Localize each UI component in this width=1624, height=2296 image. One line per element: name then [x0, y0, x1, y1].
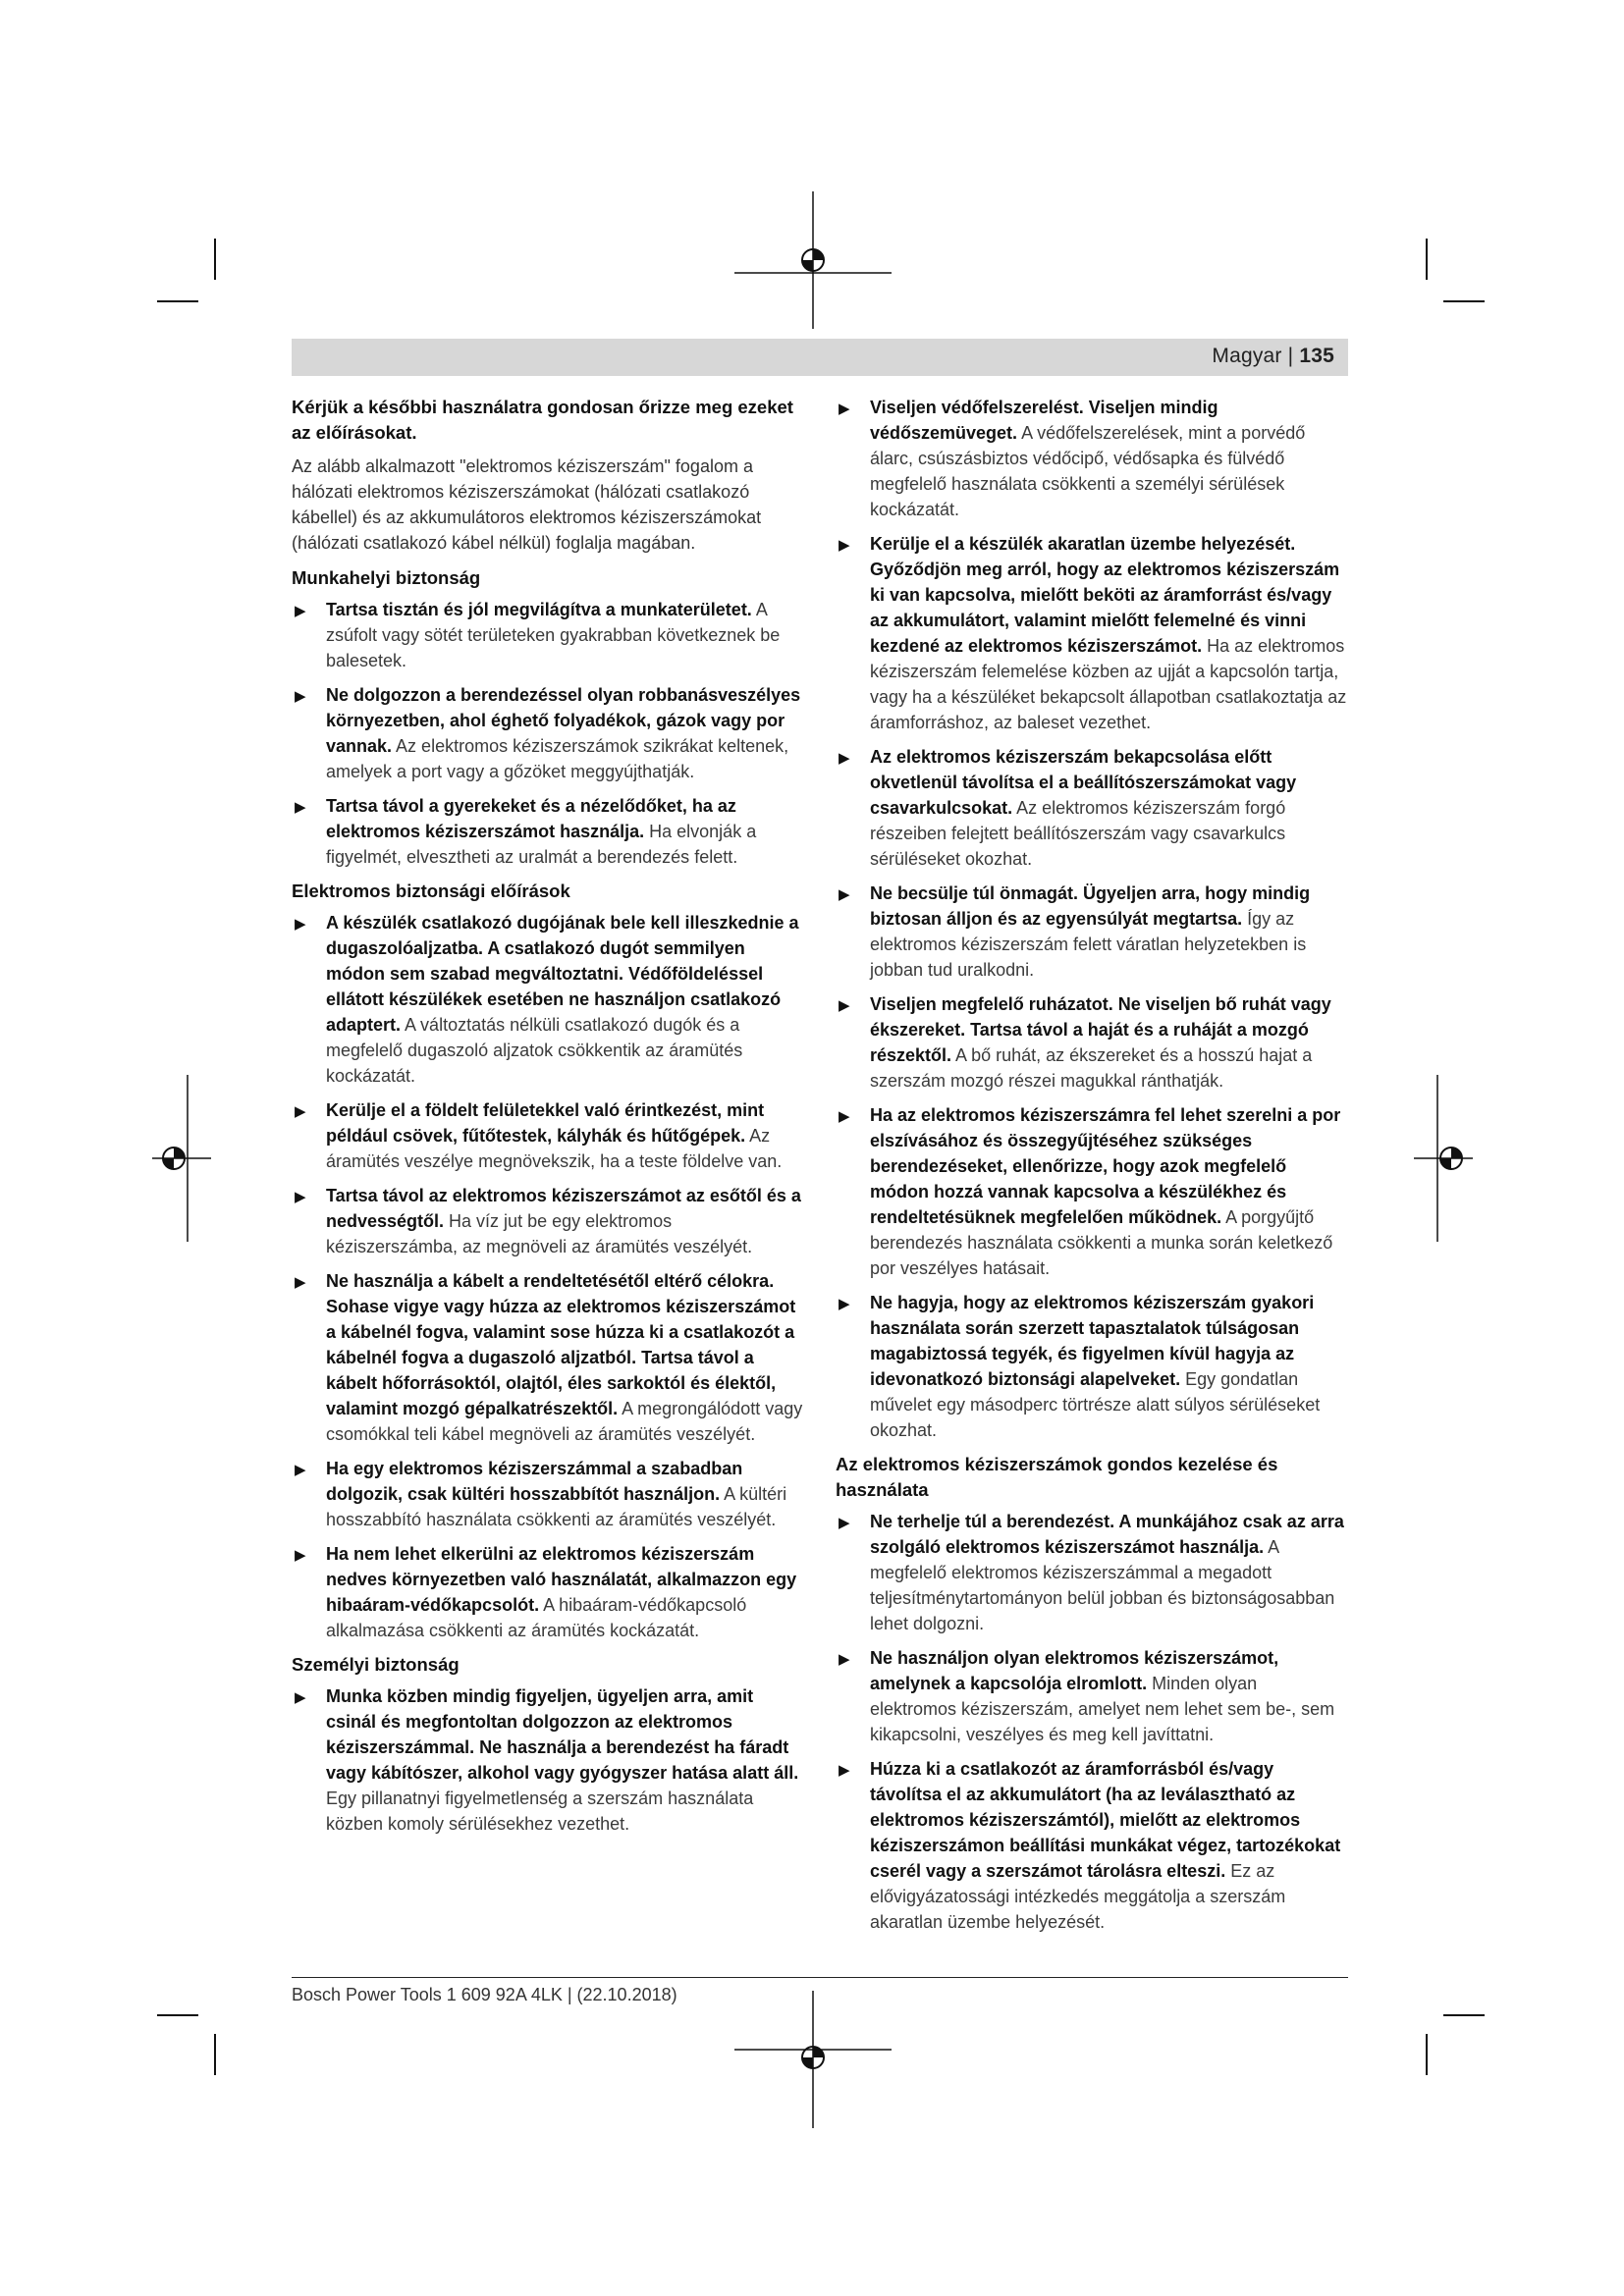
- item-bold-text: Ha nem lehet elkerülni az elektromos kéziszerszám nedves környezetben való használatát, alkalmazzon egy hibaáram-védőkapcsolót.: [326, 1544, 797, 1615]
- item-text: A kültéri hosszabbító használata csökkenti az áramütés veszélyét.: [326, 1484, 787, 1529]
- triangle-bullet-icon: ▶: [839, 886, 850, 903]
- item-text: A változtatás nélküli csatlakozó dugók és a megfelelő dugaszoló aljzatok csökkentik az áramütés kockázatát.: [326, 1015, 743, 1086]
- triangle-bullet-icon: ▶: [839, 750, 850, 767]
- footer-rule: [292, 1977, 1348, 1978]
- language-label: Magyar |: [1212, 345, 1300, 367]
- item-text: A zsúfolt vagy sötét területeken gyakrabban következnek be balesetek.: [326, 600, 781, 670]
- triangle-bullet-icon: ▶: [839, 1651, 850, 1668]
- intro-bold: Kérjük a későbbi használatra gondosan őrizze meg ezeket az előírásokat.: [292, 397, 793, 443]
- item-text: A megfelelő elektromos kéziszerszámmal a megadott teljesítménytartományon belül jobban és biztonságosabban lehet dolgozni.: [870, 1537, 1335, 1633]
- item-text: Az elektromos kéziszerszámok szikrákat keltenek, amelyek a port vagy a gőzöket meggyújthatják.: [326, 736, 789, 781]
- item-text: Minden olyan elektromos kéziszerszám, amelyet nem lehet sem be-, sem kikapcsolni, veszélyes és meg kell javíttatni.: [870, 1674, 1335, 1744]
- item-text: Ha víz jut be egy elektromos kéziszerszámba, az megnöveli az áramütés veszélyét.: [326, 1211, 753, 1256]
- crop-mark: [214, 239, 216, 280]
- item-bold-text: Tartsa távol az elektromos kéziszerszámot az esőtől és a nedvességtől.: [326, 1186, 801, 1231]
- page-number: 135: [1299, 345, 1334, 367]
- item-text: Egy gondatlan művelet egy másodperc törtrésze alatt súlyos sérüléseket okozhat.: [870, 1369, 1321, 1440]
- item-text: A megrongálódott vagy csomókkal teli kábel megnöveli az áramütés veszélyét.: [326, 1399, 803, 1444]
- registration-mark-icon: [1414, 1075, 1473, 1242]
- triangle-bullet-icon: ▶: [839, 1108, 850, 1125]
- triangle-bullet-icon: ▶: [295, 799, 306, 816]
- registration-mark-icon: [734, 191, 892, 329]
- item-text: A hibaáram-védőkapcsoló alkalmazása csökkenti az áramütés kockázatát.: [326, 1595, 747, 1640]
- list-item: [836, 1756, 1348, 1935]
- triangle-bullet-icon: ▶: [295, 1274, 306, 1291]
- triangle-bullet-icon: ▶: [839, 537, 850, 554]
- item-bold-text: A készülék csatlakozó dugójának bele kell illeszkednie a dugaszolóaljzatba. A csatlakozó dugót semmilyen módon sem szabad megváltoztatni. Védőföldeléssel ellátott készülékek esetében ne használjon csatlakozó adaptert.: [326, 913, 799, 1035]
- item-bold-text: Ne hagyja, hogy az elektromos kéziszerszám gyakori használata során szerzett tapasztalatok túlságosan magabiztossá tegyék, és figyelmen kívül hagyja az idevonatkozó biztonsági alapelveket.: [870, 1293, 1315, 1389]
- triangle-bullet-icon: ▶: [295, 916, 306, 933]
- list-item: [292, 1456, 804, 1532]
- list-item: [292, 1268, 804, 1447]
- registration-mark-icon: [734, 1991, 892, 2128]
- list-item: [836, 1290, 1348, 1443]
- section-heading: Az elektromos kéziszerszámok gondos kezelése és használata: [836, 1454, 1278, 1500]
- list-item: [836, 531, 1348, 735]
- footer-text: Bosch Power Tools 1 609 92A 4LK | (22.10.2018): [292, 1985, 677, 2004]
- item-bold-text: Munka közben mindig figyeljen, ügyeljen arra, amit csinál és megfontoltan dolgozzon az elektromos kéziszerszámmal. Ne használja a berendezést ha fáradt vagy kábítószer, alkohol vagy gyógyszer hatása alatt áll.: [326, 1686, 799, 1783]
- right-column: [836, 395, 1348, 1944]
- list-item: [292, 1683, 804, 1837]
- triangle-bullet-icon: ▶: [295, 1547, 306, 1564]
- item-text: Ha az elektromos kéziszerszám felemelése közben az ujját a kapcsolón tartja, vagy ha a készüléket bekapcsolt állapotban csatlakoztatja az áramforráshoz, az baleset vezethet.: [870, 636, 1347, 732]
- list-item: [836, 1102, 1348, 1281]
- section-heading: Személyi biztonság: [292, 1654, 460, 1675]
- item-text: Az áramütés veszélye megnövekszik, ha a teste földelve van.: [326, 1126, 783, 1171]
- item-bold-text: Az elektromos kéziszerszám bekapcsolása előtt okvetlenül távolítsa el a beállítószerszámokat vagy csavarkulcsokat.: [870, 747, 1297, 818]
- item-text: Egy pillanatnyi figyelmetlenség a szerszám használata közben komoly sérülésekhez vezethet.: [326, 1789, 754, 1834]
- item-text: A védőfelszerelések, mint a porvédő álarc, csúszásbiztos védőcipő, védősapka és fülvédő megfelelő használata csökkenti a személyi sérülések kockázatát.: [870, 423, 1306, 519]
- left-column: [292, 395, 804, 1845]
- triangle-bullet-icon: ▶: [295, 603, 306, 619]
- item-bold-text: Ne terhelje túl a berendezést. A munkájához csak az arra szolgáló elektromos kéziszerszámot használja.: [870, 1512, 1344, 1557]
- triangle-bullet-icon: ▶: [295, 688, 306, 705]
- registration-mark-icon: [152, 1075, 211, 1242]
- list-item: [292, 597, 804, 673]
- item-text: Ha elvonják a figyelmét, elvesztheti az uralmát a berendezés felett.: [326, 822, 757, 867]
- crop-mark: [1443, 300, 1485, 302]
- list-item: [836, 881, 1348, 983]
- section-heading: Munkahelyi biztonság: [292, 567, 481, 588]
- item-bold-text: Ne használjon olyan elektromos kéziszerszámot, amelynek a kapcsolója elromlott.: [870, 1648, 1279, 1693]
- item-bold-text: Ne dolgozzon a berendezéssel olyan robbanásveszélyes környezetben, ahol éghető folyadékok, gázok vagy por vannak.: [326, 685, 801, 756]
- triangle-bullet-icon: ▶: [839, 997, 850, 1014]
- triangle-bullet-icon: ▶: [295, 1462, 306, 1478]
- item-text: A bő ruhát, az ékszereket és a hosszú hajat a szerszám mozgó részei magukkal ránthatják.: [870, 1045, 1313, 1091]
- list-item: [292, 1541, 804, 1643]
- crop-mark: [157, 2014, 198, 2016]
- item-bold-text: Ha egy elektromos kéziszerszámmal a szabadban dolgozik, csak kültéri hosszabbítót használjon.: [326, 1459, 743, 1504]
- item-bold-text: Tartsa tisztán és jól megvilágítva a munkaterületet.: [326, 600, 752, 619]
- item-bold-text: Húzza ki a csatlakozót az áramforrásból és/vagy távolítsa el az akkumulátort (ha az leválasztható az elektromos kéziszerszámtól), mielőtt az elektromos kéziszerszámon beállítási munkákat végez, tartozékokat cserél vagy a szerszámot tárolásra elteszi.: [870, 1759, 1341, 1881]
- crop-mark: [157, 300, 198, 302]
- intro-text: Az alább alkalmazott "elektromos kéziszerszám" fogalom a hálózati elektromos kéziszerszámokat (hálózati csatlakozó kábellel) és az akkumulátoros elektromos kéziszerszámokat (hálózati csatlakozó kábel nélkül) foglalja magában.: [292, 456, 762, 553]
- list-item: [292, 793, 804, 870]
- list-item: [292, 682, 804, 784]
- triangle-bullet-icon: ▶: [839, 1296, 850, 1312]
- list-item: [836, 1645, 1348, 1747]
- item-bold-text: Ha az elektromos kéziszerszámra fel lehet szerelni a por elszívásához és összegyűjtéséhez szükséges berendezéseket, ellenőrizze, hogy azok megfelelő módon hozzá vannak kapcsolva a készülékhez és rendeltetésüknek megfelelően működnek.: [870, 1105, 1341, 1227]
- page-header: [292, 339, 1348, 376]
- triangle-bullet-icon: ▶: [839, 1515, 850, 1531]
- triangle-bullet-icon: ▶: [839, 400, 850, 417]
- list-item: [836, 744, 1348, 872]
- crop-mark: [1443, 2014, 1485, 2016]
- list-item: [292, 910, 804, 1089]
- item-bold-text: Ne becsülje túl önmagát. Ügyeljen arra, hogy mindig biztosan álljon és az egyensúlyát megtartsa.: [870, 883, 1311, 929]
- item-bold-text: Viseljen védőfelszerelést. Viseljen mindig védőszemüveget.: [870, 398, 1218, 443]
- item-bold-text: Viseljen megfelelő ruházatot. Ne viseljen bő ruhát vagy ékszereket. Tartsa távol a haját és a ruháját a mozgó részektől.: [870, 994, 1331, 1065]
- item-bold-text: Ne használja a kábelt a rendeltetésétől eltérő célokra. Sohase vigye vagy húzza az elektromos kéziszerszámot a kábelnél fogva, valamint sose húzza ki a csatlakozót a kábelnél fogva a dugaszoló aljzatból. Tartsa távol a kábelt hőforrásoktól, olajtól, éles sarkoktól és élektől, valamint mozgó gépalkatrészektől.: [326, 1271, 796, 1418]
- item-text: Az elektromos kéziszerszám forgó részeiben felejtett beállítószerszám vagy csavarkulcs sérüléseket okozhat.: [870, 798, 1286, 869]
- triangle-bullet-icon: ▶: [295, 1103, 306, 1120]
- item-text: A porgyűjtő berendezés használata csökkenti a munka során keletkező por veszélyes hatásait.: [870, 1207, 1333, 1278]
- list-item: [836, 991, 1348, 1094]
- triangle-bullet-icon: ▶: [839, 1762, 850, 1779]
- item-bold-text: Kerülje el a készülék akaratlan üzembe helyezését. Győződjön meg arról, hogy az elektromos kéziszerszám ki van kapcsolva, mielőtt beköti az áramforrást és/vagy az akkumulátort, valamint mielőtt felemelné és vinni kezdené az elektromos kéziszerszámot.: [870, 534, 1340, 656]
- crop-mark: [214, 2034, 216, 2075]
- list-item: [292, 1183, 804, 1259]
- crop-mark: [1426, 239, 1428, 280]
- item-bold-text: Kerülje el a földelt felületekkel való érintkezést, mint például csövek, fűtőtestek, kályhák és hűtőgépek.: [326, 1100, 765, 1146]
- list-item: [292, 1097, 804, 1174]
- triangle-bullet-icon: ▶: [295, 1189, 306, 1205]
- list-item: [836, 1509, 1348, 1636]
- triangle-bullet-icon: ▶: [295, 1689, 306, 1706]
- header-label: [1212, 345, 1334, 368]
- crop-mark: [1426, 2034, 1428, 2075]
- item-text: Így az elektromos kéziszerszám felett váratlan helyzetekben is jobban tud uralkodni.: [870, 909, 1307, 980]
- section-heading: Elektromos biztonsági előírások: [292, 881, 570, 901]
- item-text: Ez az elővigyázatossági intézkedés meggátolja a szerszám akaratlan üzembe helyezését.: [870, 1861, 1286, 1932]
- list-item: [836, 395, 1348, 522]
- item-bold-text: Tartsa távol a gyerekeket és a nézelődőket, ha az elektromos kéziszerszámot használja.: [326, 796, 736, 841]
